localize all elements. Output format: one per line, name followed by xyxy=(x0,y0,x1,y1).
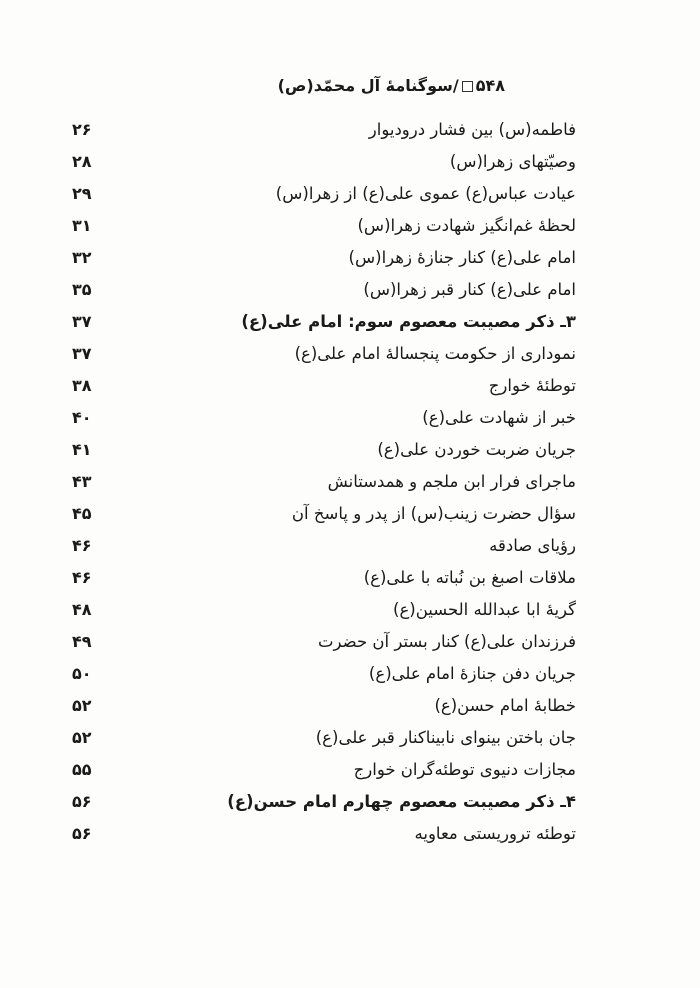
toc-entry-title: فاطمه(س) بین فشار درودیوار xyxy=(368,120,576,139)
toc-entry-page-number: ۳۸ xyxy=(72,376,92,395)
toc-entry-title: ماجرای فرار ابن ملجم و همدستانش xyxy=(327,472,576,491)
toc-entry xyxy=(60,724,576,756)
toc-entry-page-number: ۲۶ xyxy=(72,120,92,139)
toc-entry-title: جریان دفن جنازهٔ امام علی(ع) xyxy=(368,664,576,683)
toc-entry-page-number: ۳۷ xyxy=(72,344,92,363)
toc-entry xyxy=(60,116,576,148)
toc-entry xyxy=(60,500,576,532)
toc-entry-page-number: ۴۱ xyxy=(72,440,92,459)
toc-entry-title: توطئهٔ خوارج xyxy=(488,376,576,395)
toc-entry-title: خطابهٔ امام حسن(ع) xyxy=(434,696,576,715)
toc-entry-title: عیادت عباس(ع) عموی علی(ع) از زهرا(س) xyxy=(275,184,576,203)
toc-entry xyxy=(60,404,576,436)
toc-entry-title: لحظهٔ غم‌انگیز شهادت زهرا(س) xyxy=(357,216,576,235)
toc-entry xyxy=(60,628,576,660)
header-book-title: /سوگنامهٔ آل محمّد(ص) xyxy=(277,76,459,95)
table-of-contents xyxy=(60,116,576,852)
toc-entry-page-number: ۲۹ xyxy=(72,184,92,203)
toc-entry-title: امام علی(ع) کنار قبر زهرا(س) xyxy=(363,280,576,299)
toc-entry-title: خبر از شهادت علی(ع) xyxy=(422,408,576,427)
toc-entry-page-number: ۵۵ xyxy=(72,760,92,779)
toc-entry-page-number: ۴۶ xyxy=(72,568,92,587)
toc-entry-title: مجازات دنیوی توطئه‌گران خوارج xyxy=(353,760,576,779)
toc-entry-page-number: ۴۸ xyxy=(72,600,92,619)
toc-entry-page-number: ۲۸ xyxy=(72,152,92,171)
toc-entry xyxy=(60,692,576,724)
toc-entry-title: فرزندان علی(ع) کنار بستر آن حضرت xyxy=(318,632,576,651)
toc-entry-page-number: ۴۰ xyxy=(72,408,92,427)
toc-entry-page-number: ۳۷ xyxy=(72,312,92,331)
toc-entry-page-number: ۵۲ xyxy=(72,728,92,747)
toc-entry xyxy=(60,756,576,788)
header-page-number: ۵۴۸ xyxy=(475,76,505,95)
toc-entry xyxy=(60,180,576,212)
toc-entry-title: جان باختن بینوای نابیناکنار قبر علی(ع) xyxy=(315,728,576,747)
toc-entry-title: ملاقات اصبغ بن نُباته با علی(ع) xyxy=(363,568,576,587)
toc-entry-page-number: ۴۳ xyxy=(72,472,92,491)
toc-entry-title: وصیّتهای زهرا(س) xyxy=(449,152,576,171)
toc-entry-title: ۳ـ ذکر مصیبت معصوم سوم: امام علی(ع) xyxy=(241,312,576,331)
toc-entry-title: جریان ضربت خوردن علی(ع) xyxy=(377,440,576,459)
toc-entry-title: امام علی(ع) کنار جنازهٔ زهرا(س) xyxy=(348,248,576,267)
toc-entry-title: سؤال حضرت زینب(س) از پدر و پاسخ آن xyxy=(291,504,576,523)
toc-entry-title: توطئه تروریستی معاویه xyxy=(414,824,576,843)
toc-entry xyxy=(60,468,576,500)
toc-entry-page-number: ۳۱ xyxy=(72,216,92,235)
toc-entry xyxy=(60,148,576,180)
toc-section-heading xyxy=(60,788,576,820)
toc-entry xyxy=(60,564,576,596)
toc-entry-page-number: ۴۵ xyxy=(72,504,92,523)
toc-entry xyxy=(60,276,576,308)
toc-entry-page-number: ۳۲ xyxy=(72,248,92,267)
toc-section-heading xyxy=(60,308,576,340)
toc-entry-page-number: ۵۶ xyxy=(72,824,92,843)
toc-entry-page-number: ۵۲ xyxy=(72,696,92,715)
toc-entry-title: ۴ـ ذکر مصیبت معصوم چهارم امام حسن(ع) xyxy=(227,792,576,811)
toc-entry-page-number: ۵۰ xyxy=(72,664,92,683)
toc-entry-page-number: ۵۶ xyxy=(72,792,92,811)
running-header xyxy=(278,76,505,95)
toc-entry xyxy=(60,372,576,404)
toc-entry-title: گریهٔ ابا عبدالله الحسین(ع) xyxy=(393,600,576,619)
toc-entry-page-number: ۴۶ xyxy=(72,536,92,555)
toc-entry-page-number: ۴۹ xyxy=(72,632,92,651)
toc-entry xyxy=(60,212,576,244)
square-ornament-icon xyxy=(462,81,473,92)
toc-entry xyxy=(60,532,576,564)
toc-entry-page-number: ۳۵ xyxy=(72,280,92,299)
toc-entry xyxy=(60,340,576,372)
toc-entry-title: نموداری از حکومت پنجسالهٔ امام علی(ع) xyxy=(294,344,576,363)
toc-entry xyxy=(60,436,576,468)
toc-entry xyxy=(60,660,576,692)
toc-entry xyxy=(60,820,576,852)
toc-entry xyxy=(60,596,576,628)
toc-entry xyxy=(60,244,576,276)
toc-entry-title: رؤیای صادقه xyxy=(489,536,576,555)
